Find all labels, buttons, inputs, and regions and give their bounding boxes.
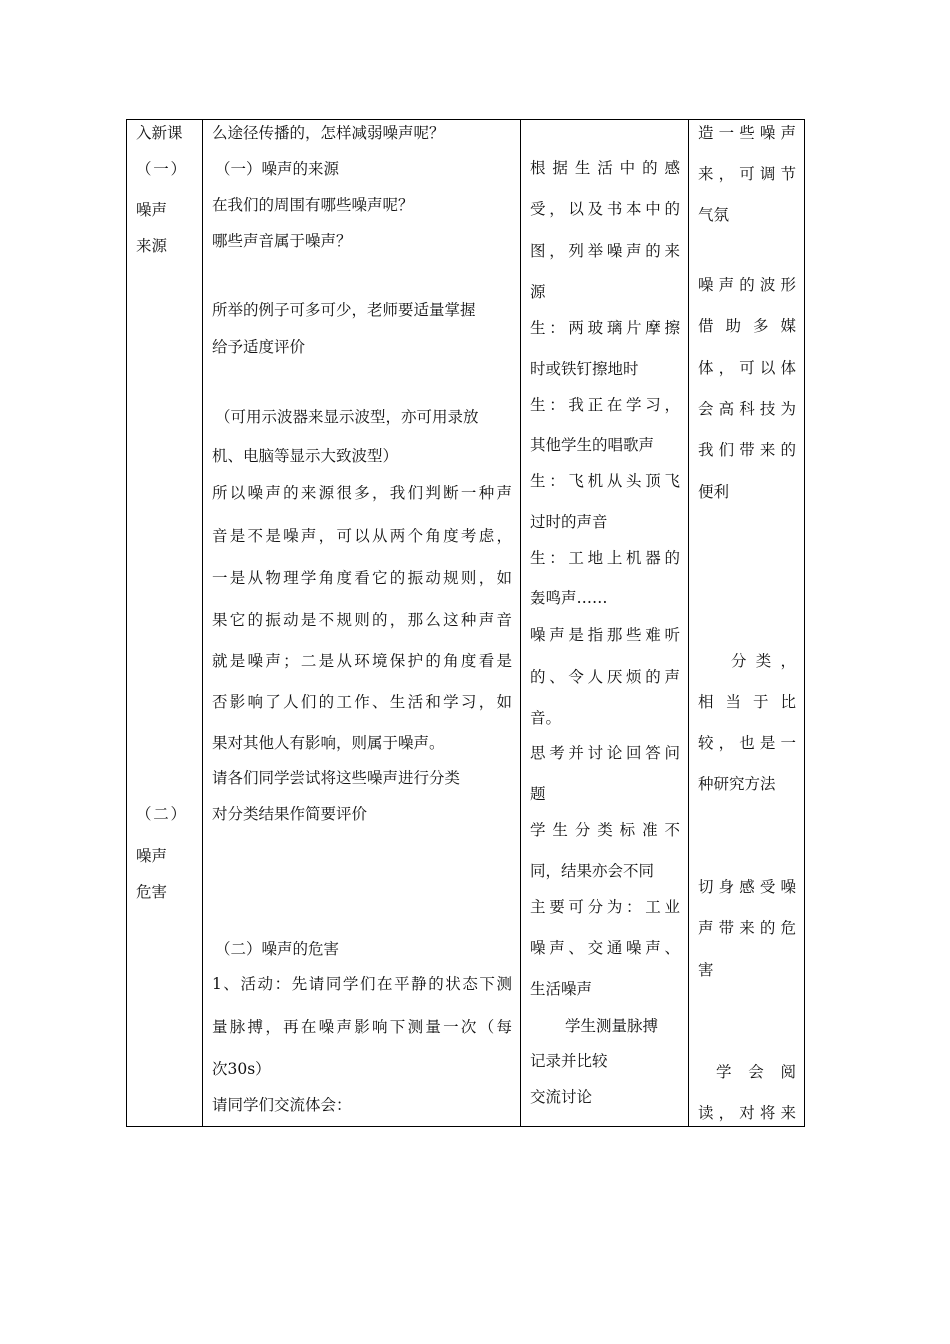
text-line: 题 <box>530 785 546 803</box>
section-label: 入新课 <box>136 124 183 142</box>
text-line: （一）噪声的来源 <box>215 160 340 178</box>
text-line: 相当于比 <box>698 693 796 711</box>
text-line: 机、电脑等显示大致波型） <box>212 447 399 465</box>
table-left-border <box>126 119 127 1127</box>
text-line: 主要可分为：工业 <box>530 898 680 916</box>
text-line: 请各们同学尝试将这些噪声进行分类 <box>212 769 461 787</box>
text-line: 便利 <box>698 483 730 501</box>
text-line: 害 <box>698 961 714 979</box>
text-line: 源 <box>530 283 546 301</box>
text-line: 1、活动：先请同学们在平静的状态下测 <box>212 975 512 993</box>
section-label: 来源 <box>136 237 168 255</box>
text-line: 根据生活中的感 <box>530 159 680 177</box>
text-line: 噪声、交通噪声、 <box>530 939 680 957</box>
text-line: 量脉搏，再在噪声影响下测量一次（每 <box>212 1018 512 1036</box>
column-divider-2 <box>520 119 521 1127</box>
section-label: （二） <box>136 805 186 823</box>
text-line: （可用示波器来显示波型，亦可用录放 <box>215 408 479 426</box>
text-line: 来，可调节 <box>698 165 796 183</box>
text-line: 噪声是指那些难听 <box>530 626 680 644</box>
text-line: 生活噪声 <box>530 980 593 998</box>
text-line: 音。 <box>530 709 562 727</box>
text-line: 哪些声音属于噪声？ <box>212 232 352 250</box>
text-line: 过时的声音 <box>530 513 608 531</box>
table-right-border <box>804 119 805 1127</box>
text-line: 交流讨论 <box>530 1088 593 1106</box>
text-line: 学会阅 <box>716 1063 796 1081</box>
text-line: 分类， <box>731 652 796 670</box>
text-line: 造一些噪声 <box>698 124 796 142</box>
text-line: 轰鸣声…… <box>530 589 608 607</box>
column-divider-1 <box>202 119 203 1127</box>
text-line: 切身感受噪 <box>698 878 796 896</box>
text-line: 生：我正在学习， <box>530 396 680 414</box>
text-line: 时或铁钉擦地时 <box>530 360 639 378</box>
text-line: 种研究方法 <box>698 775 776 793</box>
text-line: 受，以及书本中的 <box>530 200 680 218</box>
text-line: 学生分类标准不 <box>530 821 680 839</box>
text-line: 我们带来的 <box>698 441 796 459</box>
text-line: 给予适度评价 <box>212 338 306 356</box>
text-line: 果对其他人有影响，则属于噪声。 <box>212 734 445 752</box>
text-line: 所举的例子可多可少，老师要适量掌握 <box>212 301 476 319</box>
column-divider-3 <box>688 119 689 1127</box>
text-line: 对分类结果作简要评价 <box>212 805 368 823</box>
text-line: 噪声的波形 <box>698 276 796 294</box>
text-line: 声带来的危 <box>698 919 796 937</box>
text-line: 读，对将来 <box>698 1104 796 1122</box>
text-line: 生：工地上机器的 <box>530 549 680 567</box>
text-line: 果它的振动是不规则的，那么这种声音 <box>212 611 512 629</box>
text-line: 就是噪声；二是从环境保护的角度看是 <box>212 652 512 670</box>
section-label: 噪声 <box>136 847 168 865</box>
text-line: 生：两玻璃片摩擦 <box>530 319 680 337</box>
section-label: 危害 <box>136 883 168 901</box>
text-line: 在我们的周围有哪些噪声呢？ <box>212 196 414 214</box>
text-line: 一是从物理学角度看它的振动规则，如 <box>212 569 512 587</box>
text-line: 其他学生的唱歌声 <box>530 436 655 454</box>
text-line: 记录并比较 <box>530 1052 608 1070</box>
text-line: 么途径传播的，怎样减弱噪声呢？ <box>212 124 445 142</box>
text-line: （二）噪声的危害 <box>215 940 340 958</box>
text-line: 较，也是一 <box>698 734 796 752</box>
text-line: 否影响了人们的工作、生活和学习，如 <box>212 693 512 711</box>
text-line: 音是不是噪声，可以从两个角度考虑， <box>212 527 512 545</box>
text-line: 同，结果亦会不同 <box>530 862 655 880</box>
table-bottom-border <box>126 1126 805 1127</box>
text-line: 借助多媒 <box>698 317 796 335</box>
text-line: 思考并讨论回答问 <box>530 744 680 762</box>
text-line: 会高科技为 <box>698 400 796 418</box>
text-line: 所以噪声的来源很多，我们判断一种声 <box>212 484 512 502</box>
text-line: 的、令人厌烦的声 <box>530 668 680 686</box>
text-line: 体，可以体 <box>698 359 796 377</box>
text-line: 生：飞机从头顶飞 <box>530 472 680 490</box>
text-line: 请同学们交流体会： <box>212 1096 352 1114</box>
text-line: 次30s） <box>212 1060 271 1078</box>
section-label: 噪声 <box>136 201 168 219</box>
text-line: 气氛 <box>698 206 730 224</box>
text-line: 学生测量脉搏 <box>565 1017 659 1035</box>
table-top-border <box>126 119 805 120</box>
section-label: （一） <box>136 160 186 178</box>
text-line: 图，列举噪声的来 <box>530 242 680 260</box>
